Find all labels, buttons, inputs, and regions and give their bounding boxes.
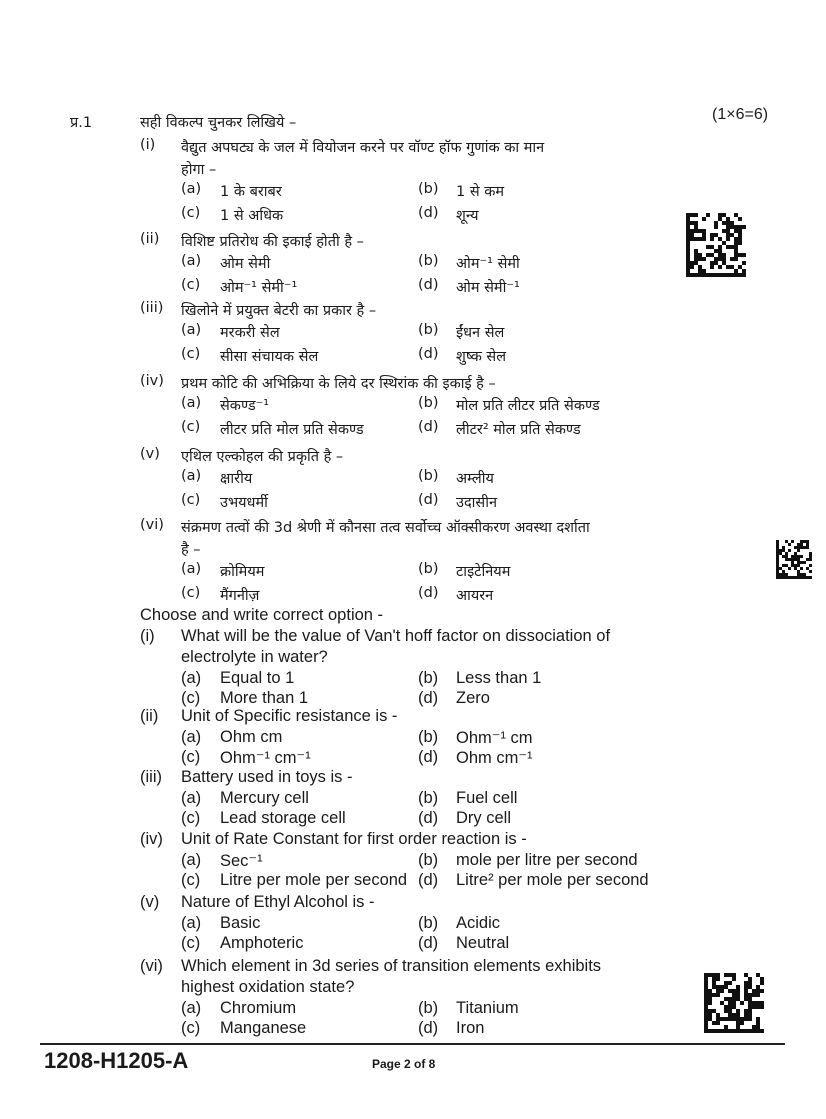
option-letter-c: (c) xyxy=(181,689,201,707)
option-d: शुष्क सेल xyxy=(456,349,507,365)
option-a: Basic xyxy=(220,914,261,932)
option-letter-b: (b) xyxy=(418,914,439,932)
page-number: Page 2 of 8 xyxy=(372,1057,436,1071)
question-number: (v) xyxy=(140,893,160,911)
question-number: प्र.1 xyxy=(70,115,93,131)
option-letter-d: (d) xyxy=(418,809,439,827)
question-number: (ii) xyxy=(140,231,160,247)
option-letter-d: (d) xyxy=(418,346,439,362)
qr-code-side xyxy=(776,540,814,580)
option-a: Mercury cell xyxy=(220,789,309,807)
option-letter-a: (a) xyxy=(181,914,202,932)
question-text: संक्रमण तत्वों की 3d श्रेणी में कौनसा तत्व सर्वोच्च ऑक्सीकरण अवस्था दर्शाता xyxy=(181,520,590,536)
option-d: Neutral xyxy=(456,934,510,952)
datamatrix-code-top xyxy=(686,213,748,277)
option-letter-d: (d) xyxy=(418,689,439,707)
marks: (1×6=6) xyxy=(712,106,769,123)
option-a: सेकण्ड⁻¹ xyxy=(220,398,270,414)
option-letter-b: (b) xyxy=(418,181,439,197)
paper-code: 1208-H1205-A xyxy=(44,1048,189,1073)
option-c: Amphoteric xyxy=(220,934,304,952)
option-a: मरकरी सेल xyxy=(220,325,280,341)
option-c: उभयधर्मी xyxy=(220,495,268,511)
question-text: highest oxidation state? xyxy=(181,978,355,996)
option-letter-c: (c) xyxy=(181,748,201,766)
option-a: क्रोमियम xyxy=(220,564,265,580)
option-letter-b: (b) xyxy=(418,561,439,577)
option-c: More than 1 xyxy=(220,689,309,707)
option-letter-d: (d) xyxy=(418,871,439,889)
option-c: Lead storage cell xyxy=(220,809,346,827)
option-letter-c: (c) xyxy=(181,346,201,362)
option-d: ओम सेमी⁻¹ xyxy=(456,280,520,296)
option-letter-b: (b) xyxy=(418,669,439,687)
question-number: (vi) xyxy=(140,517,164,533)
option-letter-b: (b) xyxy=(418,322,439,338)
option-letter-a: (a) xyxy=(181,789,202,807)
option-d: Zero xyxy=(456,689,490,707)
option-letter-d: (d) xyxy=(418,277,439,293)
option-b: mole per litre per second xyxy=(456,851,638,869)
option-letter-b: (b) xyxy=(418,395,439,411)
option-d: Ohm cm⁻¹ xyxy=(456,749,533,767)
option-letter-a: (a) xyxy=(181,999,202,1017)
option-letter-b: (b) xyxy=(418,468,439,484)
option-letter-c: (c) xyxy=(181,585,201,601)
question-number: (i) xyxy=(140,137,156,153)
question-text: Battery used in toys is - xyxy=(181,768,353,786)
option-letter-b: (b) xyxy=(418,253,439,269)
option-letter-c: (c) xyxy=(181,871,201,889)
option-b: ईंधन सेल xyxy=(456,325,505,341)
option-letter-d: (d) xyxy=(418,748,439,766)
option-letter-a: (a) xyxy=(181,395,202,411)
option-letter-a: (a) xyxy=(181,728,202,746)
option-letter-b: (b) xyxy=(418,728,439,746)
question-text: What will be the value of Van't hoff factor on dissociation of xyxy=(181,627,611,645)
option-letter-a: (a) xyxy=(181,181,202,197)
english-heading: Choose and write correct option - xyxy=(140,606,384,624)
option-letter-b: (b) xyxy=(418,999,439,1017)
question-text: वैद्युत अपघट्य के जल में वियोजन करने पर वॉण्ट हॉफ गुणांक का मान xyxy=(181,140,545,156)
option-d: Dry cell xyxy=(456,809,512,827)
option-letter-d: (d) xyxy=(418,205,439,221)
question-number: (vi) xyxy=(140,957,163,975)
question-number: (iv) xyxy=(140,830,163,848)
option-letter-d: (d) xyxy=(418,419,439,435)
question-text: एथिल एल्कोहल की प्रकृति है – xyxy=(181,449,344,465)
option-b: अम्लीय xyxy=(456,471,494,487)
option-b: Fuel cell xyxy=(456,789,518,807)
question-number: (i) xyxy=(140,627,155,645)
option-c: सीसा संचायक सेल xyxy=(220,349,319,365)
option-letter-a: (a) xyxy=(181,468,202,484)
option-b: Titanium xyxy=(456,999,519,1017)
question-text: खिलोने में प्रयुक्त बेटरी का प्रकार है – xyxy=(181,303,377,319)
option-letter-c: (c) xyxy=(181,492,201,508)
option-b: ओम⁻¹ सेमी xyxy=(456,256,520,272)
option-a: Chromium xyxy=(220,999,297,1017)
option-c: मैंगनीज़ xyxy=(220,588,260,604)
option-c: 1 से अधिक xyxy=(220,208,284,224)
option-letter-c: (c) xyxy=(181,1019,201,1037)
option-c: Manganese xyxy=(220,1019,307,1037)
option-c: लीटर प्रति मोल प्रति सेकण्ड xyxy=(220,422,364,438)
option-d: Iron xyxy=(456,1019,485,1037)
option-letter-c: (c) xyxy=(181,205,201,221)
option-b: टाइटेनियम xyxy=(456,564,511,580)
instruction-hindi: सही विकल्प चुनकर लिखिये – xyxy=(140,115,297,131)
question-number: (iii) xyxy=(140,768,162,786)
option-a: क्षारीय xyxy=(220,471,253,487)
footer-rule xyxy=(40,1043,785,1045)
option-b: Less than 1 xyxy=(456,669,542,687)
option-b: Acidic xyxy=(456,914,501,932)
option-b: Ohm⁻¹ cm xyxy=(456,729,533,747)
option-letter-b: (b) xyxy=(418,789,439,807)
question-text: Unit of Rate Constant for first order reaction is - xyxy=(181,830,527,848)
option-d: लीटर² मोल प्रति सेकण्ड xyxy=(456,422,581,438)
option-letter-d: (d) xyxy=(418,1019,439,1037)
question-text: Unit of Specific resistance is - xyxy=(181,707,398,725)
option-d: शून्य xyxy=(456,208,479,224)
question-text: होगा – xyxy=(181,162,217,178)
question-text: विशिष्ट प्रतिरोध की इकाई होती है – xyxy=(181,234,364,250)
option-a: ओम सेमी xyxy=(220,256,271,272)
option-b: मोल प्रति लीटर प्रति सेकण्ड xyxy=(456,398,600,414)
option-a: Ohm cm xyxy=(220,728,283,746)
option-letter-d: (d) xyxy=(418,585,439,601)
option-letter-a: (a) xyxy=(181,669,202,687)
option-letter-c: (c) xyxy=(181,419,201,435)
option-letter-a: (a) xyxy=(181,851,202,869)
option-letter-a: (a) xyxy=(181,561,202,577)
option-c: Ohm⁻¹ cm⁻¹ xyxy=(220,749,311,767)
option-a: Sec⁻¹ xyxy=(220,852,263,870)
datamatrix-code-bottom xyxy=(704,973,764,1035)
option-letter-d: (d) xyxy=(418,934,439,952)
option-c: Litre per mole per second xyxy=(220,871,408,889)
question-text: है – xyxy=(181,542,201,558)
question-text: प्रथम कोटि की अभिक्रिया के लिये दर स्थिरांक की इकाई है – xyxy=(181,376,496,392)
option-d: Litre² per mole per second xyxy=(456,871,649,889)
option-letter-c: (c) xyxy=(181,934,201,952)
option-c: ओम⁻¹ सेमी⁻¹ xyxy=(220,280,298,296)
question-number: (v) xyxy=(140,446,160,462)
question-number: (iv) xyxy=(140,373,164,389)
option-d: उदासीन xyxy=(456,495,498,511)
option-letter-c: (c) xyxy=(181,277,201,293)
option-b: 1 से कम xyxy=(456,184,505,200)
option-letter-a: (a) xyxy=(181,253,202,269)
option-d: आयरन xyxy=(456,588,494,604)
option-letter-c: (c) xyxy=(181,809,201,827)
option-letter-a: (a) xyxy=(181,322,202,338)
option-a: 1 के बराबर xyxy=(220,184,282,200)
option-a: Equal to 1 xyxy=(220,669,295,687)
question-number: (ii) xyxy=(140,707,159,725)
question-text: Which element in 3d series of transition elements exhibits xyxy=(181,957,602,975)
question-text: Nature of Ethyl Alcohol is - xyxy=(181,893,375,911)
question-number: (iii) xyxy=(140,300,164,316)
option-letter-d: (d) xyxy=(418,492,439,508)
question-text: electrolyte in water? xyxy=(181,648,328,666)
option-letter-b: (b) xyxy=(418,851,439,869)
